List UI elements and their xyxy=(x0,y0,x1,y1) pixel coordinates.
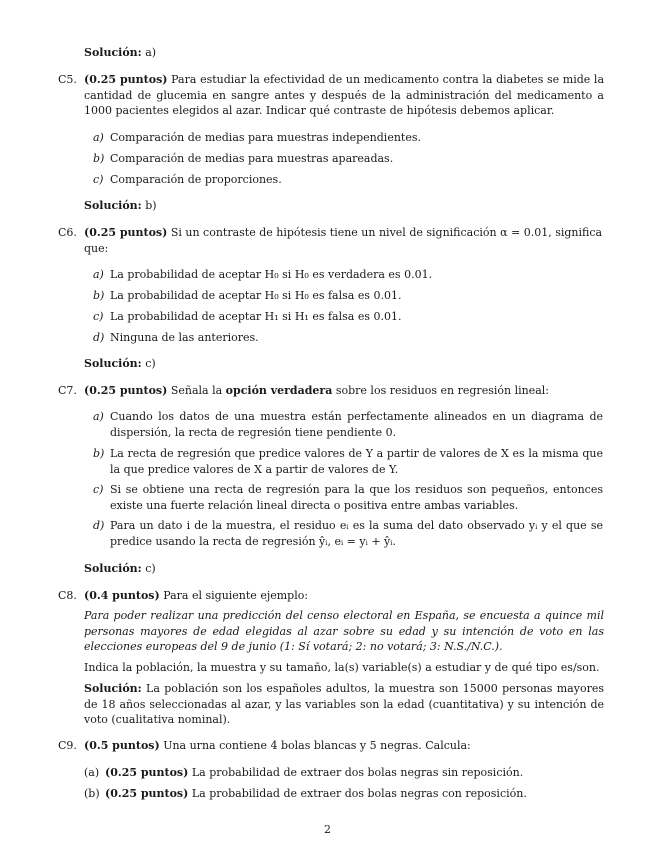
option-label: c) xyxy=(93,483,104,496)
part-points: (0.25 puntos) xyxy=(105,766,189,779)
question-c8-statement xyxy=(84,588,604,604)
question-text: Señala la xyxy=(170,384,223,397)
question-number-c9: C9. xyxy=(58,739,77,752)
question-c7-statement xyxy=(84,383,604,399)
solution-label: Solución: xyxy=(84,357,142,370)
solution-c8 xyxy=(84,681,604,728)
question-text: Una urna contiene 4 bolas blancas y 5 negras. Calcula: xyxy=(163,739,471,752)
part-label: (a) xyxy=(84,766,100,779)
option-label: a) xyxy=(93,131,104,144)
part-text: La probabilidad de extraer dos bolas negras sin reposición. xyxy=(191,766,524,779)
question-text-continued: que: xyxy=(84,241,109,255)
question-c9-statement xyxy=(84,738,604,754)
option-text: Ninguna de las anteriores. xyxy=(110,331,259,344)
option-text: Cuando los datos de una muestra están perfectamente alineados en un diagrama de dispersión, la recta de regresión tiene pendiente 0. xyxy=(110,410,603,439)
option-text: Si se obtiene una recta de regresión para la que los residuos son pequeños, entonces existe una fuerte relación lineal directa o positiva entre ambas variables. xyxy=(110,483,603,512)
question-points: (0.5 puntos) xyxy=(84,739,160,752)
solution-c6 xyxy=(84,356,156,372)
solution-answer: b) xyxy=(145,199,157,212)
question-points: (0.25 puntos) xyxy=(84,384,168,397)
part-points: (0.25 puntos) xyxy=(105,787,189,800)
question-number-c6: C6. xyxy=(58,226,77,239)
solution-answer: a) xyxy=(145,46,157,59)
option-label: d) xyxy=(93,331,105,344)
option-text: La probabilidad de aceptar H₁ si H₁ es falsa es 0.01. xyxy=(110,310,402,323)
solution-text: La población son los españoles adultos, la muestra son 15000 personas mayores de 18 años seleccionadas al azar, y las variables son la edad (cuantitativa) y su intención de voto (cualitativa nominal). xyxy=(84,682,604,726)
solution-c7 xyxy=(84,561,156,577)
solution-label: Solución: xyxy=(84,199,142,212)
option-text: Comparación de medias para muestras independientes. xyxy=(110,131,421,144)
option-label: c) xyxy=(93,173,104,186)
solution-label: Solución: xyxy=(84,46,142,59)
option-label: b) xyxy=(93,447,105,460)
question-text-emphasis: opción verdadera xyxy=(225,384,333,397)
option-text: La probabilidad de aceptar H₀ si H₀ es falsa es 0.01. xyxy=(110,289,402,302)
question-text: Para estudiar la efectividad de un medicamento contra la diabetes se mide la cantidad de glucemia en sangre antes y después de la administración del medicamento a 1000 pacientes elegidos al azar. Indicar qué contraste de hipótesis debemos aplicar. xyxy=(84,73,605,117)
question-points: (0.4 puntos) xyxy=(84,589,160,602)
option-text: Comparación de proporciones. xyxy=(110,173,282,186)
option-label: c) xyxy=(93,310,104,323)
part-text: La probabilidad de extraer dos bolas negras con reposición. xyxy=(191,787,527,800)
solution-answer: c) xyxy=(145,562,156,575)
solution-label: Solución: xyxy=(84,562,142,575)
page-number: 2 xyxy=(324,823,331,836)
option-label: b) xyxy=(93,152,105,165)
question-points: (0.25 puntos) xyxy=(84,73,168,86)
solution-c5 xyxy=(84,198,157,214)
question-c5-statement xyxy=(84,72,604,119)
question-text: Si un contraste de hipótesis tiene un nivel de significación α = 0.01, significa xyxy=(170,226,603,239)
question-text-end: sobre los residuos en regresión lineal: xyxy=(335,384,549,397)
option-text: La probabilidad de aceptar H₀ si H₀ es verdadera es 0.01. xyxy=(110,268,433,281)
option-text: Comparación de medias para muestras apareadas. xyxy=(110,152,394,165)
previous-solution xyxy=(84,45,156,61)
option-label: a) xyxy=(93,410,104,423)
question-text: Para el siguiente ejemplo: xyxy=(163,589,309,602)
part-body xyxy=(105,765,598,781)
option-text: Para un dato i de la muestra, el residuo eᵢ es la suma del dato observado yᵢ y el que se predice usando la recta de regresión ŷᵢ, eᵢ = yᵢ + ŷᵢ. xyxy=(110,519,603,548)
part-label: (b) xyxy=(84,787,100,800)
option-label: a) xyxy=(93,268,104,281)
part-body xyxy=(105,786,598,802)
option-label: d) xyxy=(93,519,105,532)
solution-answer: c) xyxy=(145,357,156,370)
question-number-c7: C7. xyxy=(58,384,77,397)
question-c8-instruction: Indica la población, la muestra y su tamaño, la(s) variable(s) a estudiar y de qué tipo es/son. xyxy=(84,661,600,674)
question-points: (0.25 puntos) xyxy=(84,226,168,239)
question-c8-example: Para poder realizar una predicción del censo electoral en España, se encuesta a quince mil personas mayores de edad elegidas al azar sobre su edad y su intención de voto en las elecciones europeas del 9 de junio (1: Sí votará; 2: no votará; 3: N.S./N.C.). xyxy=(84,609,604,653)
option-text: La recta de regresión que predice valores de Y a partir de valores de X es la misma que la que predice valores de X a partir de valores de Y. xyxy=(110,447,603,476)
solution-label: Solución: xyxy=(84,682,142,695)
question-c6-statement xyxy=(84,225,604,256)
question-number-c5: C5. xyxy=(58,73,77,86)
question-number-c8: C8. xyxy=(58,589,77,602)
option-label: b) xyxy=(93,289,105,302)
